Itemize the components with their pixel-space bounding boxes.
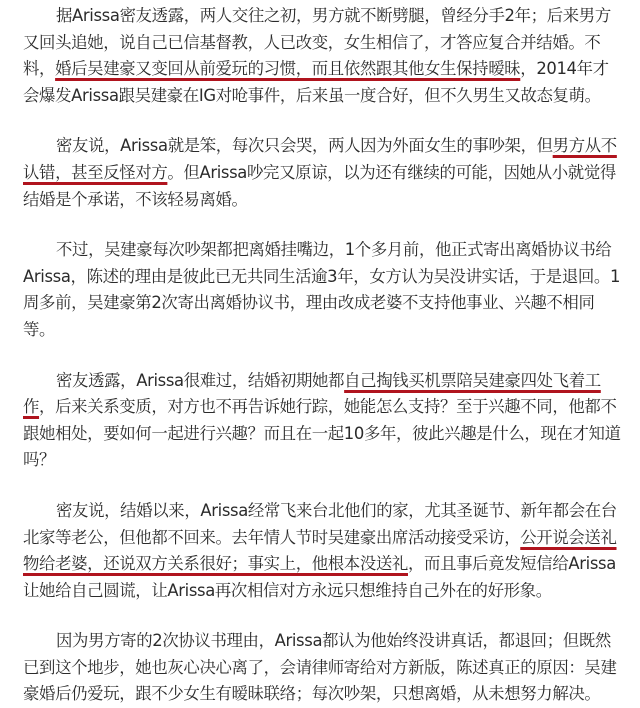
highlighted-text-segment: 自己掏钱买机票陪吴建豪四处飞着工作 xyxy=(23,370,601,417)
text-segment: ，后来关系变质，对方也不再告诉她行踪，她能怎么支持？至于兴趣不同，他都不跟她相处，要如何一起进行兴趣？而且在一起10多年，彼此兴趣是什么，现在才知道吗？ xyxy=(23,397,621,470)
highlighted-text-segment: 公开说会送礼物给老婆，还说双方关系很好；事实上，他根本没送礼 xyxy=(23,527,617,574)
text-segment: 不过，吴建豪每次吵架都把离婚挂嘴边，1个多月前，他正式寄出离婚协议书给Arissa，陈述的理由是彼此已无共同生活逾3年，女方认为吴没讲实话，于是退回。1周多前，吴建豪第2次寄出离婚协议书，理由改成老婆不支持他事业、兴趣不相同等。 xyxy=(23,240,621,339)
text-segment: 因为男方寄的2次协议书理由，Arissa都认为他始终没讲真话，都退回；但既然已到这个地步，她也灰心决心离了，会请律师寄给对方新版，陈述真正的原因：吴建豪婚后仍爱玩，跟不少女生有暧昧联络；每次吵架，只想离婚，从未想努力解决。 xyxy=(23,631,617,704)
text-segment: ，2014年才会爆发Arissa跟吴建豪在IG对呛事件，后来虽一度合好，但不久男生又故态复萌。 xyxy=(23,59,609,105)
text-segment: 据Arissa密友透露，两人交往之初，男方就不断劈腿，曾经分手2年；后来男方又回头追她，说自己已信基督教，人已改变，女生相信了，才答应复合并结婚。不料， xyxy=(23,6,611,79)
text-segment: 密友说，结婚以来，Arissa经常飞来台北他们的家，尤其圣诞节、新年都会在台北家等老公，但他都不回来。去年情人节时吴建豪出席活动接受采访， xyxy=(23,500,617,547)
text-segment: 密友说，Arissa就是笨，每次只会哭，两人因为外面女生的事吵架，但 xyxy=(56,136,553,156)
highlighted-text-segment: 婚后吴建豪又变回从前爱玩的习惯，而且依然跟其他女生保持暧昧 xyxy=(55,59,521,79)
paragraph-2 xyxy=(23,133,622,213)
text-segment: ，而且事后竟发短信给Arissa让她给自己圆谎，让Arissa再次相信对方永远只想维持自己外在的好形象。 xyxy=(23,554,616,600)
paragraph-4 xyxy=(23,368,622,474)
paragraph-5 xyxy=(23,498,622,604)
paragraph-3 xyxy=(23,237,622,343)
text-segment: 密友透露，Arissa很难过，结婚初期她都 xyxy=(56,370,345,390)
paragraph-6 xyxy=(23,628,622,708)
text-segment: 。但Arissa吵完又原谅，以为还有继续的可能，因她从小就觉得结婚是个承诺，不该轻易离婚。 xyxy=(23,162,616,209)
highlighted-text-segment: 男方从不认错，甚至反怪对方 xyxy=(23,136,617,182)
paragraph-1 xyxy=(23,3,622,109)
